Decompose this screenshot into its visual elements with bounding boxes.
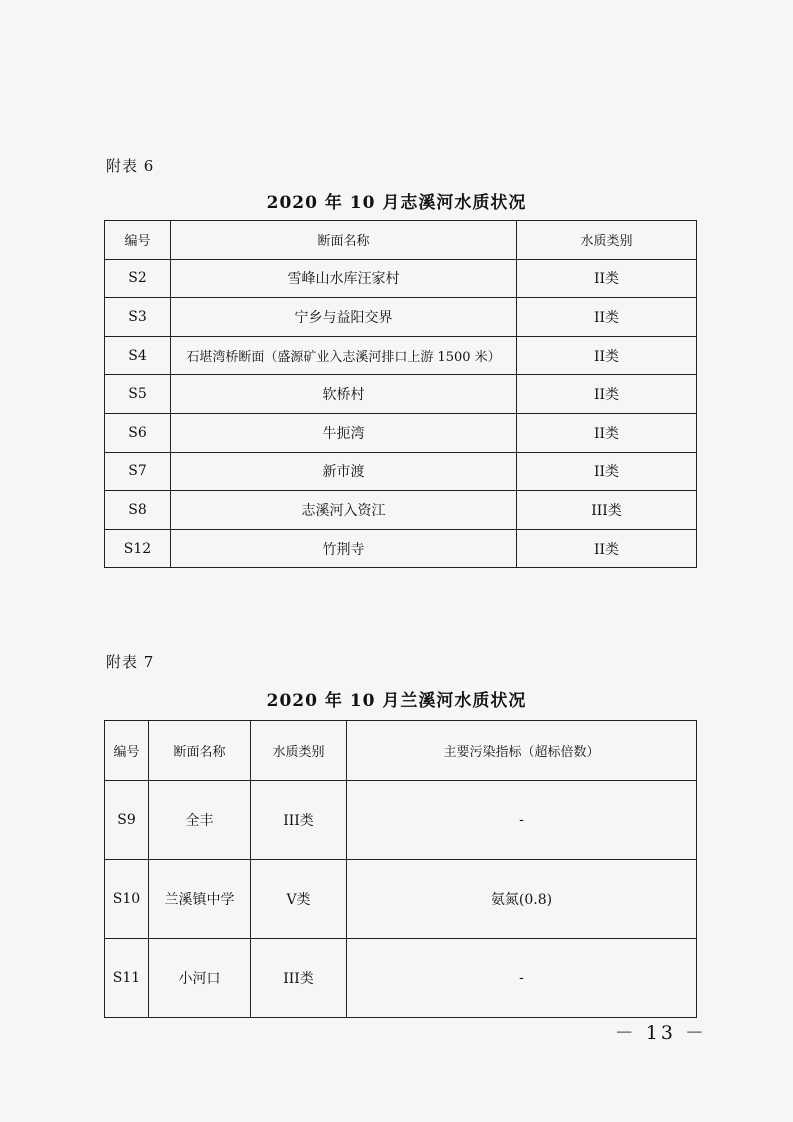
cell-quality-class: II类 [517, 259, 697, 298]
cell-quality-class: II类 [517, 529, 697, 568]
cell-section-name: 志溪河入资江 [171, 491, 517, 530]
cell-quality-class: II类 [517, 413, 697, 452]
cell-section-name: 牛扼湾 [171, 413, 517, 452]
header-quality-class: 水质类别 [517, 221, 697, 260]
table-row [105, 860, 697, 939]
table-row [105, 452, 697, 491]
table7-label: 附表 7 [106, 653, 155, 671]
table-header-row [105, 721, 697, 781]
table-row [105, 375, 697, 414]
table-row [105, 781, 697, 860]
cell-id: S3 [105, 298, 171, 337]
page-number: － 13 － [614, 1022, 707, 1044]
header-section-name: 断面名称 [171, 221, 517, 260]
table-row [105, 529, 697, 568]
cell-quality-class: V类 [251, 860, 347, 939]
cell-id: S12 [105, 529, 171, 568]
cell-section-name: 石堪湾桥断面（盛源矿业入志溪河排口上游 1500 米） [171, 336, 517, 375]
table-header-row [105, 221, 697, 260]
header-section-name: 断面名称 [149, 721, 251, 781]
table-row [105, 413, 697, 452]
cell-quality-class: II类 [517, 375, 697, 414]
cell-section-name: 全丰 [149, 781, 251, 860]
cell-id: S10 [105, 860, 149, 939]
cell-id: S4 [105, 336, 171, 375]
header-main-pollutant: 主要污染指标（超标倍数） [347, 721, 697, 781]
table-row [105, 336, 697, 375]
cell-id: S9 [105, 781, 149, 860]
header-id: 编号 [105, 221, 171, 260]
cell-id: S8 [105, 491, 171, 530]
cell-quality-class: II类 [517, 336, 697, 375]
cell-section-name: 竹荆寺 [171, 529, 517, 568]
cell-quality-class: III类 [251, 781, 347, 860]
cell-section-name: 兰溪镇中学 [149, 860, 251, 939]
cell-id: S2 [105, 259, 171, 298]
table7 [104, 720, 697, 1018]
cell-section-name: 新市渡 [171, 452, 517, 491]
cell-main-pollutant: 氨氮(0.8) [347, 860, 697, 939]
cell-section-name: 雪峰山水库汪家村 [171, 259, 517, 298]
cell-id: S7 [105, 452, 171, 491]
table6 [104, 220, 697, 568]
table-row [105, 939, 697, 1018]
table6-title: 2020 年 10 月志溪河水质状况 [266, 193, 527, 213]
cell-quality-class: II类 [517, 298, 697, 337]
cell-id: S5 [105, 375, 171, 414]
table-row [105, 491, 697, 530]
cell-quality-class: III类 [517, 491, 697, 530]
table6-label: 附表 6 [106, 157, 155, 175]
cell-section-name: 宁乡与益阳交界 [171, 298, 517, 337]
table7-title: 2020 年 10 月兰溪河水质状况 [266, 691, 527, 711]
cell-id: S11 [105, 939, 149, 1018]
cell-main-pollutant: - [347, 781, 697, 860]
cell-quality-class: II类 [517, 452, 697, 491]
table-row [105, 298, 697, 337]
cell-id: S6 [105, 413, 171, 452]
cell-section-name: 软桥村 [171, 375, 517, 414]
cell-section-name: 小河口 [149, 939, 251, 1018]
cell-main-pollutant: - [347, 939, 697, 1018]
cell-quality-class: III类 [251, 939, 347, 1018]
header-id: 编号 [105, 721, 149, 781]
header-quality-class: 水质类别 [251, 721, 347, 781]
table-row [105, 259, 697, 298]
